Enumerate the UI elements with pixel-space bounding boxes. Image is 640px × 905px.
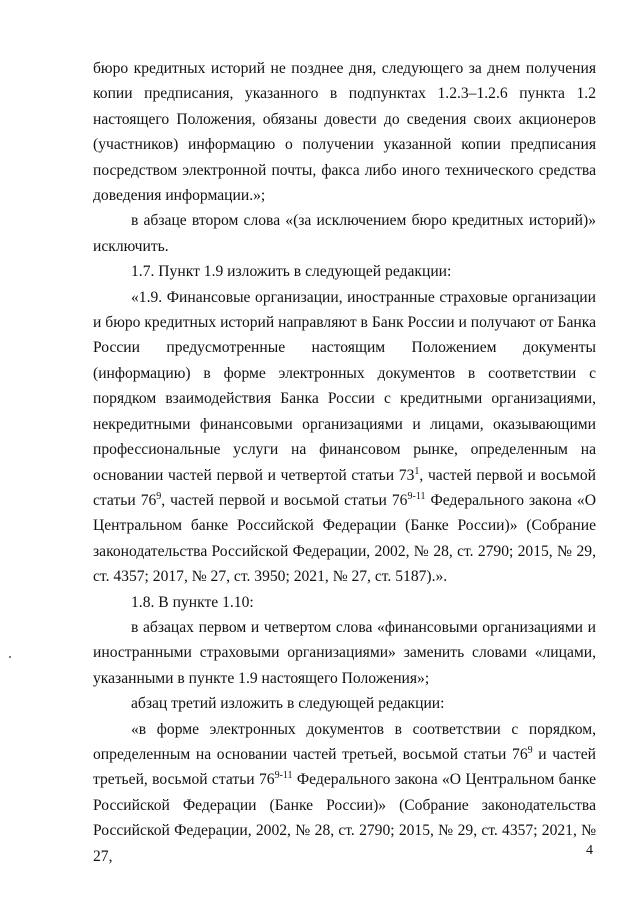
- paragraph-text: в абзацах первом и четвертом слова «финансовыми организациями и иностранными страховыми организациями» заменить словами «лицами, указанными в пункте 1.9 настоящего Положения»;: [93, 618, 596, 687]
- paragraph: [93, 208, 596, 259]
- paragraph-text: , частей первой и восьмой статьи 76: [161, 491, 408, 509]
- paragraph: [93, 590, 596, 615]
- superscript: 9: [527, 744, 533, 756]
- paragraph: [93, 56, 596, 208]
- superscript: 1: [414, 465, 420, 477]
- scan-speck: [9, 656, 11, 658]
- paragraph: [93, 259, 596, 284]
- paragraph-text: «1.9. Финансовые организации, иностранные страховые организации и бюро кредитных историй направляют в Банк России и получают от Банка России предусмотренные настоящим Положением документы (информацию) в форме электронных документов в соответствии с порядком взаимодействия Банка России с кредитными организациями, некредитными финансовыми организациями и лицами, оказывающими профессиональные услуги на финансовом рынке, определенным на основании частей первой и четвертой статьи 73: [93, 288, 596, 484]
- paragraph-text: Федерального закона «О Центральном банке Российской Федерации (Банке России)» (Собрание законодательства Российской Федерации, 2002, № 28, ст. 2790; 2015, № 29, ст. 4357; 2017, № 27, ст. 3950; 2021, № 27, ст. 5187).».: [93, 491, 596, 586]
- superscript: 9-11: [407, 490, 426, 502]
- paragraph-text: 1.7. Пункт 1.9 изложить в следующей редакции:: [131, 263, 452, 281]
- paragraph-text: бюро кредитных историй не позднее дня, следующего за днем получения копии предписания, указанного в подпунктах 1.2.3–1.2.6 пункта 1.2 настоящего Положения, обязаны довести до сведения своих акционеров (участников) информацию о получении указанной копии предписания посредством электронной почты, факса либо иного технического средства доведения информации.»;: [93, 60, 596, 205]
- paragraph-text: и частей третьей, восьмой статьи 76: [93, 745, 596, 789]
- paragraph-text: , частей первой и восьмой статьи 76: [93, 466, 596, 509]
- page-number: 4: [586, 843, 593, 858]
- paragraph-text: Федерального закона «О Центральном банке Российской Федерации (Банке России)» (Собрание законодательства Российской Федерации, 2002, № 28, ст. 2790; 2015, № 29, ст. 4357; 2021, № 27,: [93, 771, 596, 865]
- superscript: 9-11: [274, 770, 293, 782]
- paragraph-text: «в форме электронных документов в соответствии с порядком, определенным на основании частей третьей, восьмой статьи 76: [93, 720, 596, 763]
- paragraph: [93, 717, 596, 869]
- paragraph-text: в абзаце втором слова «(за исключением бюро кредитных историй)» исключить.: [93, 212, 596, 255]
- paragraph-text: 1.8. В пункте 1.10:: [131, 593, 254, 611]
- paragraph: [93, 615, 596, 691]
- document-body: [93, 56, 596, 869]
- paragraph: [93, 285, 596, 590]
- paragraph-text: абзац третий изложить в следующей редакции:: [131, 695, 445, 713]
- superscript: 9: [156, 490, 162, 502]
- paragraph: [93, 691, 596, 716]
